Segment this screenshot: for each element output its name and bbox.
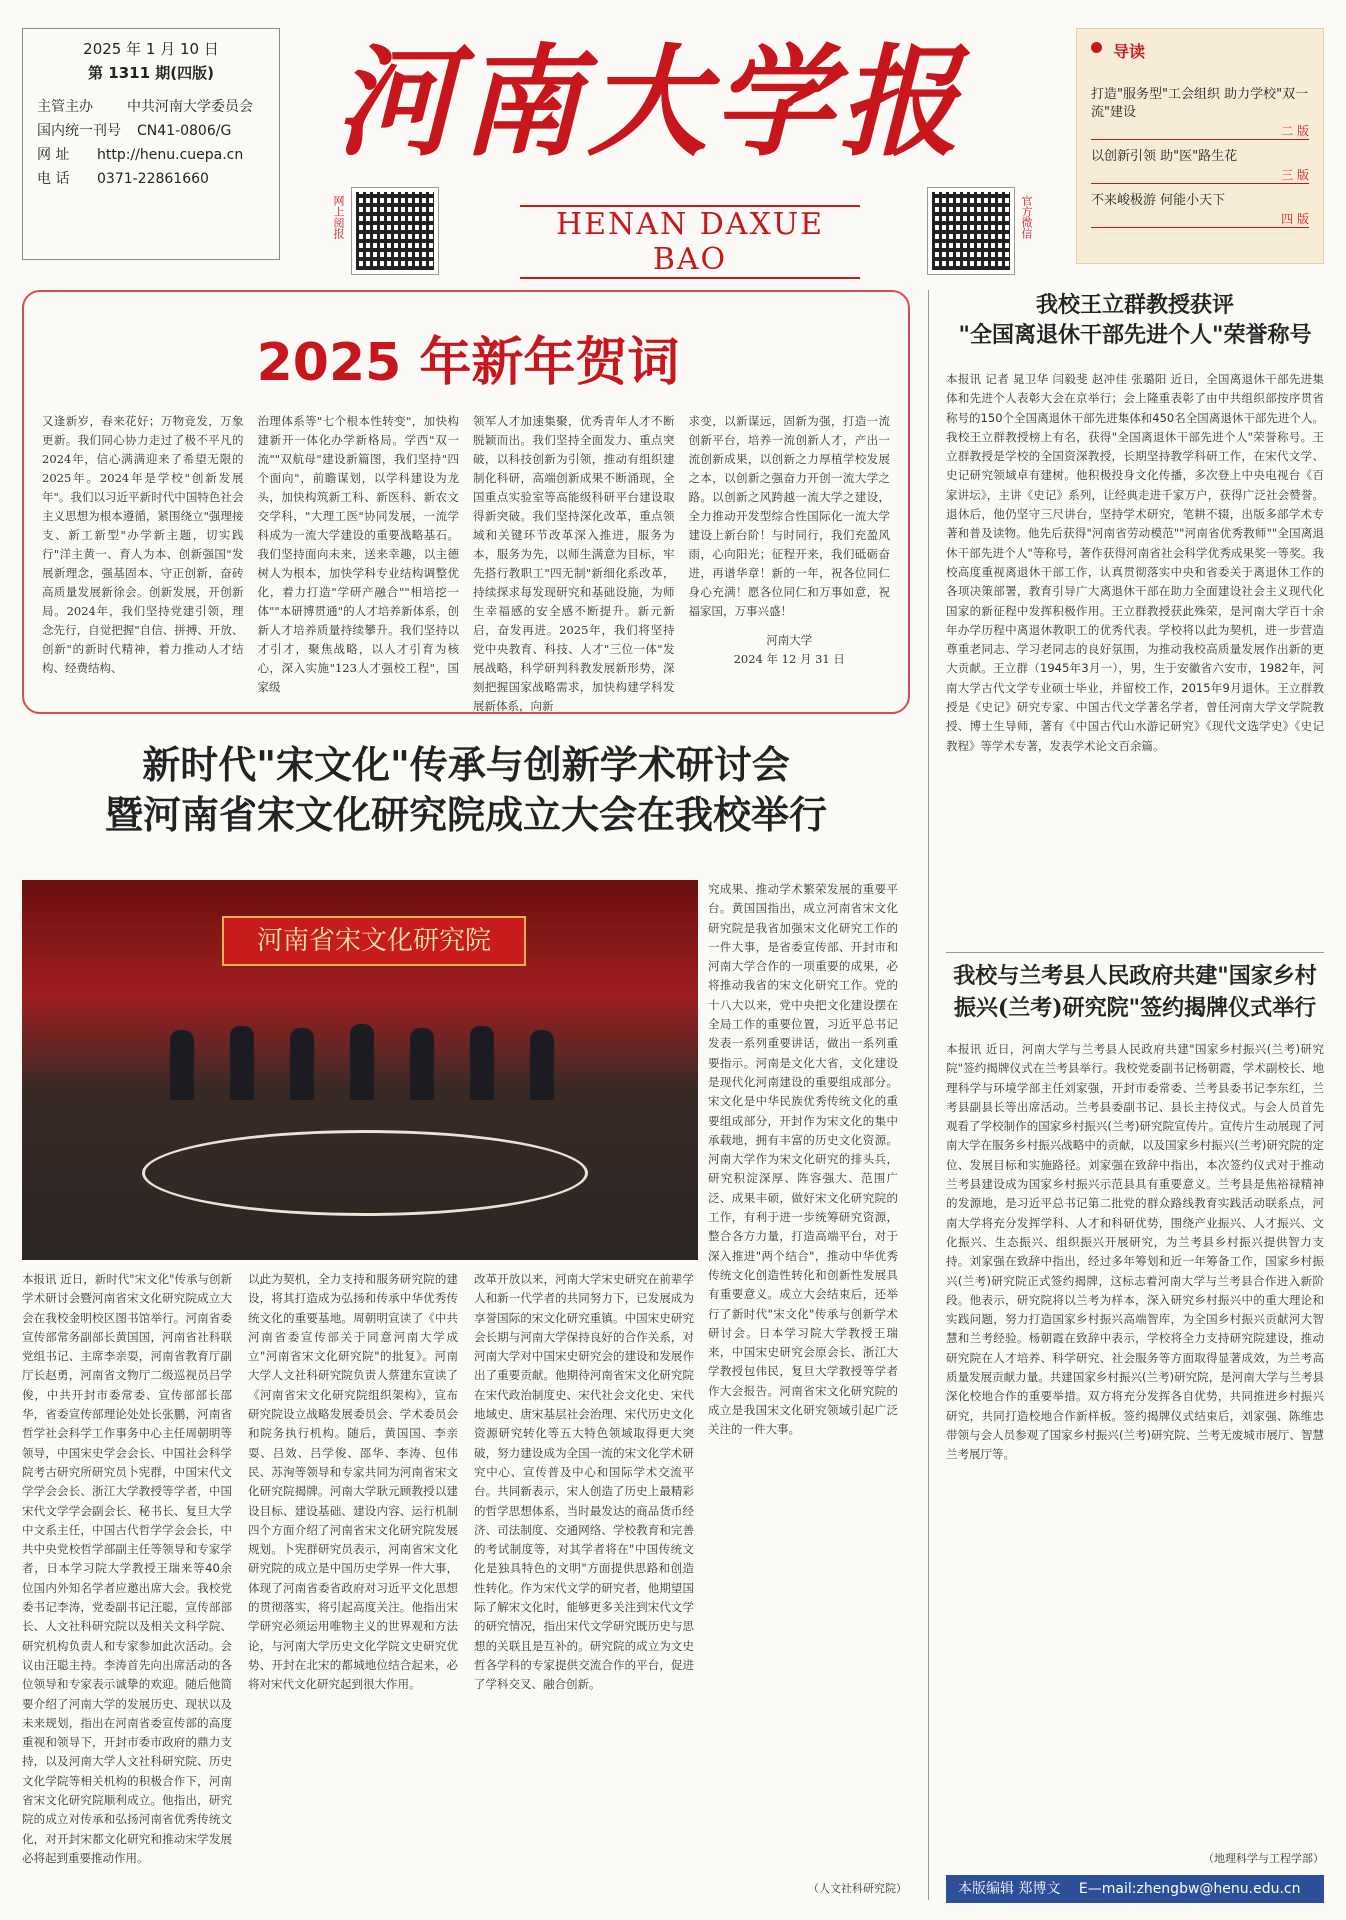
guide-page: 四 版 (1091, 210, 1309, 228)
qr-code-left[interactable] (352, 188, 438, 274)
song-column: 以此为契机，全力支持和服务研究院的建设，将其打造成为弘扬和传承中华优秀传统文化的重要基地。周朝明宣读了《中共河南省委宣传部关于同意河南大学成立"河南省宋文化研究院"的批复》。河南大学人文社科研究院负责人蔡建东宣读了《河南省宋文化研究院组织架构》，宣布研究院设立战略发展委员会、学术委员会和院务执行机构。随后，黄国国、李亲耍、吕效、吕学俊、邵华、李涛、包伟民、苏洵等领导和专家共同为河南省宋文化研究院揭牌。河南大学耿元顾教授以建设目标、建设基础、建设内容、运行机制四个方面介绍了河南省宋文化研究院发展规划。卜宪群研究员表示，河南省宋文化研究院的成立是中国历史学界一件大事，体现了河南省委省政府对习近平文化思想的贯彻落实，将引起高度关注。他指出宋学研究必须运用唯物主义的世界观和方法论，与河南大学历史文化学院文史研究优势、开封在北宋的都城地位结合起来，必将对宋代文化研究起到很大作用。 (248, 1272, 458, 1692)
guide-page: 三 版 (1091, 166, 1309, 184)
section-divider (946, 952, 1324, 953)
song-photo (22, 880, 698, 1260)
wang-body: 本报讯 记者 晁卫华 闫毅斐 赵冲佳 张璐阳 近日，全国离退休干部先进集体和先进个人表彰大会在京举行；会上隆重表彰了由中共组织部按序贯省称号的150个全国离退休干部先进集体和450名全国离退休干部先进个人。我校王立群教授榜上有名，获得"全国离退休干部先进个人"荣誉称号。王立群教授是学校的全国资深教授，长期坚持教学科研工作，在宋代文学、史记研究领域卓有建树。他积极投身文化传播，多次登上中央电视台《百家讲坛》，主讲《史记》系列，让经典走进千家万户，获得广泛社会赞誉。退休后，他仍坚守三尺讲台，坚持学术研究，笔耕不辍，出版多部学术专著和普及读物。他先后获得"河南省劳动模范""河南省优秀教师""全国离退休干部先进个人"等称号，著作获得河南省社会科学优秀成果奖一等奖。我校高度重视离退休干部工作，认真贯彻落实中央和省委关于离退休工作的各项决策部署，教育引导广大离退休干部在助力全面建设社会主义现代化国家的新征程中发挥积极作用。王立群教授获此殊荣，是河南大学百十余年办学历程中离退休教职工的优秀代表。学校将以此为契机，进一步营造尊重老同志、学习老同志的良好氛围，为推动我校高质量发展作出新的更大贡献。王立群（1945年3月一），男，生于安徽省六安市，1982年，河南大学古代文学专业硕士毕业，并留校工作，2015年9月退休。王立群教授是《史记》研究专家、中国古代文学著名学者，曾任河南大学文学院教授、博士生导师，著有《中国古代山水游记研究》《现代文选学史》《史记教程》等学术专著，发表学术论文百余篇。 (946, 372, 1324, 753)
new-year-signature: 河南大学 (766, 633, 813, 647)
column-divider (928, 290, 929, 1900)
photo-people (152, 1020, 572, 1100)
sponsor-row: 主管主办 中共河南大学委员会 (37, 99, 253, 115)
tel-row: 电 话 0371-22861660 (37, 171, 209, 187)
photo-conference-table (142, 1130, 588, 1216)
guide-page: 二 版 (1091, 122, 1309, 140)
photo-banner: 河南省宋文化研究院 (222, 916, 526, 966)
site-link[interactable]: http://henu.cuepa.cn (97, 147, 244, 163)
guide-dot-icon (1091, 42, 1102, 53)
song-credit: （人文社科研究院） (808, 1882, 907, 1895)
new-year-signature-date: 2024 年 12 月 31 日 (733, 652, 845, 666)
lankao-headline: 我校与兰考县人民政府共建"国家乡村 振兴(兰考)研究院"签约揭牌仪式举行 (953, 963, 1317, 1021)
new-year-column: 领军人才加速集聚，优秀青年人才不断脱颖而出。我们坚持全面发力、重点突破，以科技创新为引领，推动有组织建制化科研，高端创新成果不断涌现，全国重点实验室等高能级科研平台建设取得新突破。我们坚持深化改革，重点领域和关键环节改革深入推进，服务为本，服务为先，以师生满意为目标，牢先搭行教职工"四无制"新细化系改革，持续探求每发现研究和基础设施，为师生幸福感的安全感不断提升。新元新启，奋发再进。2025年，我们将坚持党中央教育、科技、人才"三位一体"发展战略，科学研判科教发展新形势，深刻把握国家战略需求，加快构建学科发展新体系，向新 (473, 414, 675, 713)
qr-right-label: 官方微信 (1020, 195, 1033, 239)
site-row: 网 址 http://henu.cuepa.cn (37, 143, 265, 167)
qr-code-right[interactable] (928, 188, 1014, 274)
issue-number: 第 1311 期(四版) (88, 64, 214, 82)
editor-email-link[interactable]: zhengbw@henu.edu.cn (1136, 1881, 1301, 1897)
wang-headline: 我校王立群教授获评 "全国离退休干部先进个人"荣誉称号 (958, 292, 1312, 348)
masthead-title: 河南大学报 (335, 32, 965, 173)
song-column: 本报讯 近日，新时代"宋文化"传承与创新学术研讨会暨河南省宋文化研究院成立大会在我校金明校区图书馆举行。河南省委宣传部常务副部长黄国国，河南省社科联党组书记、主席李亲耍，河南省教育厅副厅长赵勇，河南省文物厅二级巡视员吕学俊，中共开封市委常委、宣传部部长邵华，省委宣传部理论处处长张鹏，河南省哲学社会科学工作事务中心主任周朝明等领导，中国宋史学会会长、中国社会科学院考古研究所研究员卜宪群，中国宋代文学学会会长、浙江大学教授等学者，中国宋代文学学会副会长、秘书长、复旦大学中文系主任，中国古代哲学学会会长，中共中央党校哲学部副主任等领导和专家学者，日本学习院大学教授王瑞来等40余位国内外知名学者应邀出席大会。我校党委书记李涛，党委副书记汪聪，宣传部部长、人文社科研究院以及相关文科学院、研究机构负责人和专家参加此次活动。会议由汪聪主持。李涛首先向出席活动的各位领导和专家表示诚挚的欢迎。随后他简要介绍了河南大学的发展历史、现状以及未来规划，指出在河南省委宣传部的高度重视和领导下，开封市委市政府的鼎力支持，以及河南大学人文社科研究院、历史文化学院等相关机构的积极合作下，河南省宋文化研究院顺利成立。他指出，研究院的成立对传承和弘扬河南省优秀传统文化，对开封宋都文化研究和推动宋学发展必将起到重要推动作用。 (22, 1272, 232, 1865)
song-column: 改革开放以来，河南大学宋史研究在前辈学人和新一代学者的共同努力下，已发展成为享誉国际的宋文化研究重镇。中国宋史研究会长期与河南大学保持良好的合作关系，对河南大学对中国宋史研究会的建设和发展作出了重要贡献。他期待河南省宋文化研究院在宋代政治制度史、宋代社会文化史、宋代地域史、唐宋基层社会治理、宋代历史文化资源研究转化等五大特色领域取得更大突破，努力建设成为全国一流的宋文化学术研究中心、宣传普及中心和国际学术交流平台。共同新表示，宋人创造了历史上最精彩的哲学思想体系，当时最发达的商品货币经济、司法制度、交通网络、学校教育和完善的考试制度等，对其学者将在"中国传统文化是独具特色的文明"方面提供思路和创造性转化。作为宋代文学的研究者，他期望国际了解宋文化时，能够更多关注到宋代文学的研究情况，指出宋代文学研究既历史与思想的关联且是互补的。研究院的成立为文史哲各学科的专家提供交流合作的平台，促进了学科交叉、融合创新。 (474, 1272, 694, 1692)
editor-footer: 本版编辑 郑博文 E—mail:zhengbw@henu.edu.cn (946, 1875, 1324, 1903)
new-year-column: 又逢新岁，春来花好；万物竞发，万象更新。我们同心协力走过了极不平凡的2024年，信心满满迎来了希望无限的2025年。2024年是学校"创新发展年"。我们以习近平新时代中国特色社会主义思想为根本遵循，紧围绕立"强理接支、新工新型"办学新主题，切实践行"洋主黄一、育人为本、创新强国"发展新理念，强基固本、守正创新，奋砖高质量发展新徐会。创新发展，开创新局。2024年，我们坚持党建引领，理念先行，自觉把握"自信、拼搏、开放、创新"的新时代精神，着力推动人才结构、经费结构、 (42, 414, 244, 675)
cn-row: 国内统一刊号 CN41-0806/G (37, 123, 232, 139)
masthead-info-box (22, 28, 280, 260)
guide-item[interactable]: 打造"服务型"工会组织 助力学校"双一流"建设 (1091, 87, 1309, 120)
guide-heading: 导读 (1113, 42, 1146, 61)
guide-box (1076, 28, 1324, 264)
lankao-credit: （地理科学与工程学部） (1203, 1852, 1324, 1865)
lankao-body: 本报讯 近日，河南大学与兰考县人民政府共建"国家乡村振兴(兰考)研究院"签约揭牌仪式在兰考县举行。我校党委副书记杨朝霞，学术副校长、地理科学与环境学部主任刘家强，开封市委常委、兰考县委书记李东红，兰考县副县长等出席活动。兰考县委副书记、县长主持仪式。与会人员首先观看了学校制作的国家乡村振兴(兰考)研究院宣传片。宣传片生动展现了河南大学在服务乡村振兴战略中的贡献，以及国家乡村振兴(兰考)研究院的定位、发展目标和实施路径。刘家强在致辞中指出，本次签约仪式对于推动兰考县建设成为国家乡村振兴示范县具有重要意义。兰考县是焦裕禄精神的发源地，是习近平总书记第二批党的群众路线教育实践活动联系点，河南大学将充分发挥学科、人才和科研优势，围绕产业振兴、人才振兴、文化振兴、生态振兴、组织振兴开展研究，为兰考县乡村振兴提供智力支持。刘家强在致辞中指出，经过多年筹划和近一年筹备工作，国家乡村振兴(兰考)研究院正式签约揭牌，这标志着河南大学与兰考县合作进入新阶段。他表示，研究院将以兰考为样本，深入研究乡村振兴中的重大理论和实践问题，努力打造国家乡村振兴高端智库，为全国乡村振兴贡献河大智慧和兰考经验。杨朝霞在致辞中表示，学校将全力支持研究院建设，推动研究院在人才培养、科学研究、社会服务等方面取得显著成效，为兰考高质量发展贡献力量。共建国家乡村振兴(兰考)研究院，是河南大学与兰考县深化校地合作的重要举措。双方将充分发挥各自优势，共同推进乡村振兴研究，共同打造校地合作新样板。签约揭牌仪式结束后，刘家强、陈维忠带领与会人员参观了国家乡村振兴(兰考)研究院、兰考无废城市展厅、智慧兰考展厅等。 (946, 1042, 1324, 1462)
new-year-title: 2025 年新年贺词 (256, 333, 680, 393)
masthead-pinyin: HENAN DAXUE BAO (520, 205, 860, 279)
new-year-column: 治理体系等"七个根本性转变"，加快构建新开一体化办学新格局。学西"双一流""双航母"建设新篇图，我们坚持"四个面向"，前瞻谋划，以学科建设为龙头，加快构筑新工科、新医科、新农文交学科，"大理工医"协同发展，一流学科成为一流大学建设的重要战略基石。我们坚持面向未来，送来幸趣，以主德树人为根本，加快学科专业结构调整优化，着力打造"学研产融合""相培挖一体""本研博贯通"的人才培养新体系，创新人才培养质量持续攀升。我们坚持以才引才，聚焦战略，以人才引育为核心，深入实施"123人才强校工程"，国家级 (257, 414, 459, 694)
qr-left-label: 网上阅报 (332, 195, 345, 239)
new-year-message (22, 290, 910, 714)
guide-item[interactable]: 以创新引领 助"医"路生花 (1091, 149, 1238, 164)
new-year-column: 求变，以新谋远，固新为强，打造一流创新平台，培养一流创新人才，产出一流创新成果，以创新之力厚植学校发展之本，以创新之强奋力开创一流大学之路。以创新之风跨越一流大学之建设，全力推动开发型综合性国际化一流大学建设上新台阶！与时同行，我们充盈风雨，心向阳光；征程开来，我们砥砺奋进，再谱华章！新的一年，祝各位同仁身心充满！愿各位同仁和万事如意，祝福家国，万事兴盛！ 河南大学 2024 年 12 月 31 日 (689, 412, 891, 702)
issue-date: 2025 年 1 月 10 日 (83, 40, 219, 58)
new-year-columns (42, 412, 890, 713)
song-headline: 新时代"宋文化"传承与创新学术研讨会 暨河南省宋文化研究院成立大会在我校举行 (104, 742, 827, 837)
song-column: 究成果、推动学术繁荣发展的重要平台。黄国国指出，成立河南省宋文化研究院是我省加强宋文化研究工作的一件大事，是省委宣传部、开封市和河南大学合作的一项重要的成果，必将推动我省的宋文化研究工作。党的十八大以来，党中央把文化建设摆在全局工作的重要位置，习近平总书记发表一系列重要讲话，做出一系列重要指示。河南是文化大省，文化建设是现代化河南建设的重要组成部分。宋文化是中华民族优秀传统文化的重要组成部分，开封作为宋文化的集中承载地，拥有丰富的历史文化资源。河南大学作为宋文化研究的排头兵，研究积淀深厚、阵容强大、范围广泛、成果丰硕，做好宋文化研究院的工作，有利于进一步统筹研究资源，整合各方力量，打造高端平台，对于深入推进"两个结合"，推动中华优秀传统文化创造性转化和创新性发展具有重要意义。成立大会结束后，还举行了新时代"宋文化"传承与创新学术研讨会。日本学习院大学教授王瑞来，中国宋史研究会原会长、浙江大学教授包伟民，复旦大学教授等学者作大会报告。河南省宋文化研究院的成立是我国宋文化研究领域引起广泛关注的一件大事。 (708, 882, 898, 1437)
guide-item[interactable]: 不来峻极游 何能小天下 (1091, 193, 1226, 208)
